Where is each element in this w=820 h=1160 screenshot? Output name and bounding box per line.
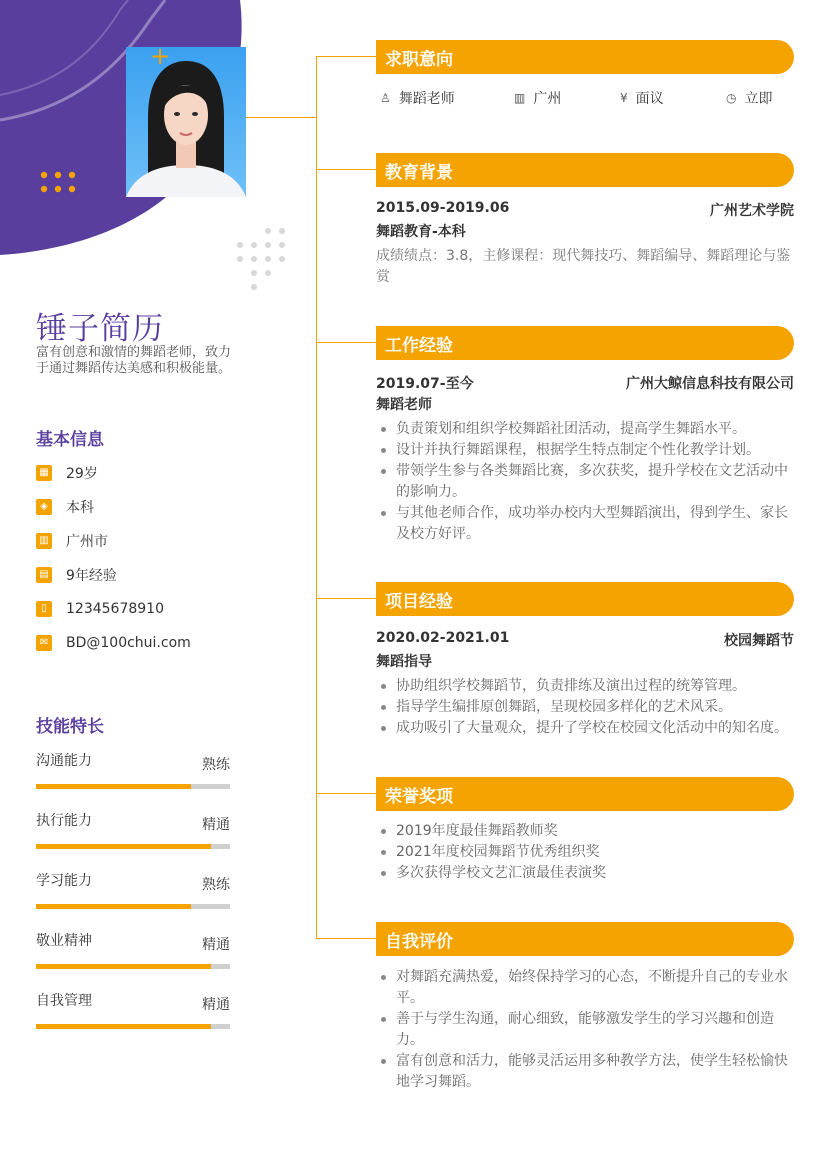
info-phone xyxy=(36,597,164,621)
section-connector xyxy=(316,342,376,343)
job-intent-header: 求职意向 xyxy=(376,40,794,74)
project-period: 2020.02-2021.01 xyxy=(376,630,510,646)
skill-progress-fill xyxy=(36,964,211,969)
self-eval-header: 自我评价 xyxy=(376,922,794,956)
info-experience xyxy=(36,563,117,587)
info-age xyxy=(36,461,98,485)
skill-progress-fill xyxy=(36,1024,211,1029)
list-item: 与其他老师合作，成功举办校内大型舞蹈演出，得到学生、家长及校方好评。 xyxy=(376,503,794,545)
work-company: 广州大鲸信息科技有限公司 xyxy=(626,376,794,392)
project-name: 校园舞蹈节 xyxy=(724,633,794,649)
work-header: 工作经验 xyxy=(376,326,794,360)
skill-level: 熟练 xyxy=(202,757,230,773)
list-item: 2021年度校园舞蹈节优秀组织奖 xyxy=(376,842,794,863)
work-entry-head xyxy=(376,373,794,393)
list-item: 富有创意和活力，能够灵活运用多种教学方法，使学生轻松愉快地学习舞蹈。 xyxy=(376,1051,794,1093)
decorative-plus-icon: + xyxy=(150,42,171,70)
intent-salary xyxy=(620,88,664,108)
info-value: 9年经验 xyxy=(66,568,117,584)
skill-item xyxy=(36,990,230,1029)
intent-salary-value: 面议 xyxy=(635,91,664,107)
education-period: 2015.09-2019.06 xyxy=(376,200,510,216)
tie-icon: ♙ xyxy=(380,91,391,105)
photo-connector-line xyxy=(246,117,316,118)
self-eval-bullets xyxy=(376,967,794,1093)
skill-progress-fill xyxy=(36,784,191,789)
education-major: 舞蹈教育-本科 xyxy=(376,224,466,240)
document-icon: ▤ xyxy=(36,567,52,583)
skill-name: 敬业精神 xyxy=(36,933,92,949)
intent-availability-value: 立即 xyxy=(744,91,773,107)
skill-name: 执行能力 xyxy=(36,813,92,829)
intent-position xyxy=(380,88,455,108)
awards-bullets xyxy=(376,821,794,884)
building-icon: ▥ xyxy=(514,91,526,105)
timeline-line xyxy=(316,56,317,938)
list-item: 带领学生参与各类舞蹈比赛，多次获奖，提升学校在文艺活动中的影响力。 xyxy=(376,461,794,503)
phone-icon: ▯ xyxy=(36,601,52,617)
skill-progress-bar xyxy=(36,904,230,909)
calendar-icon: ▦ xyxy=(36,465,52,481)
education-entry-head xyxy=(376,200,794,220)
project-role: 舞蹈指导 xyxy=(376,654,432,670)
list-item: 2019年度最佳舞蹈教师奖 xyxy=(376,821,794,842)
project-entry-head xyxy=(376,630,794,650)
awards-header: 荣誉奖项 xyxy=(376,777,794,811)
clock-icon: ◷ xyxy=(726,91,737,105)
project-header: 项目经验 xyxy=(376,582,794,616)
decorative-dot-grid xyxy=(232,226,292,294)
info-city xyxy=(36,529,108,553)
skill-name: 自我管理 xyxy=(36,993,92,1009)
info-value: 29岁 xyxy=(66,466,98,482)
skill-progress-fill xyxy=(36,904,191,909)
section-connector xyxy=(316,598,376,599)
list-item: 协助组织学校舞蹈节，负责排练及演出过程的统筹管理。 xyxy=(376,676,794,697)
skill-level: 精通 xyxy=(202,817,230,833)
skill-item xyxy=(36,810,230,849)
profile-photo xyxy=(126,47,246,197)
job-intent-row xyxy=(376,88,794,110)
work-role: 舞蹈老师 xyxy=(376,397,432,413)
basic-info-title: 基本信息 xyxy=(36,430,104,450)
intent-city xyxy=(514,88,561,108)
skill-progress-bar xyxy=(36,964,230,969)
graduation-cap-icon: ◈ xyxy=(36,499,52,515)
building-icon: ▥ xyxy=(36,533,52,549)
skill-level: 精通 xyxy=(202,937,230,953)
info-education xyxy=(36,495,94,519)
candidate-tagline: 富有创意和激情的舞蹈老师，致力于通过舞蹈传达美感和积极能量。 xyxy=(36,345,232,376)
candidate-name: 锤子简历 xyxy=(36,311,164,347)
info-value: 本科 xyxy=(66,500,94,516)
mail-icon: ✉ xyxy=(36,635,52,651)
list-item: 善于与学生沟通，耐心细致，能够激发学生的学习兴趣和创造力。 xyxy=(376,1009,794,1051)
list-item: 多次获得学校文艺汇演最佳表演奖 xyxy=(376,863,794,884)
intent-availability xyxy=(726,88,772,108)
skill-level: 熟练 xyxy=(202,877,230,893)
project-bullets xyxy=(376,676,794,739)
work-bullets xyxy=(376,419,794,545)
info-value: 广州市 xyxy=(66,534,108,550)
skill-progress-bar xyxy=(36,1024,230,1029)
section-connector xyxy=(316,169,376,170)
skill-level: 精通 xyxy=(202,997,230,1013)
list-item: 设计并执行舞蹈课程，根据学生特点制定个性化教学计划。 xyxy=(376,440,794,461)
section-connector xyxy=(316,938,376,939)
info-email xyxy=(36,631,191,655)
section-connector xyxy=(316,56,376,57)
skill-item xyxy=(36,930,230,969)
skill-name: 学习能力 xyxy=(36,873,92,889)
intent-city-value: 广州 xyxy=(533,91,562,107)
education-header: 教育背景 xyxy=(376,153,794,187)
skill-progress-bar xyxy=(36,784,230,789)
education-detail: 成绩绩点：3.8，主修课程：现代舞技巧、舞蹈编导、舞蹈理论与鉴赏 xyxy=(376,248,791,285)
list-item: 指导学生编排原创舞蹈，呈现校园多样化的艺术风采。 xyxy=(376,697,794,718)
skill-progress-bar xyxy=(36,844,230,849)
list-item: 成功吸引了大量观众，提升了学校在校园文化活动中的知名度。 xyxy=(376,718,794,739)
intent-position-value: 舞蹈老师 xyxy=(398,91,455,107)
list-item: 负责策划和组织学校舞蹈社团活动，提高学生舞蹈水平。 xyxy=(376,419,794,440)
section-connector xyxy=(316,793,376,794)
yen-icon: ¥ xyxy=(620,91,628,105)
skills-title: 技能特长 xyxy=(36,717,104,737)
info-value: 12345678910 xyxy=(66,601,164,617)
list-item: 对舞蹈充满热爱，始终保持学习的心态，不断提升自己的专业水平。 xyxy=(376,967,794,1009)
education-school: 广州艺术学院 xyxy=(710,203,794,219)
work-period: 2019.07-至今 xyxy=(376,376,474,392)
skill-name: 沟通能力 xyxy=(36,753,92,769)
info-value: BD@100chui.com xyxy=(66,635,191,651)
skill-progress-fill xyxy=(36,844,211,849)
skill-item xyxy=(36,750,230,789)
skill-item xyxy=(36,870,230,909)
